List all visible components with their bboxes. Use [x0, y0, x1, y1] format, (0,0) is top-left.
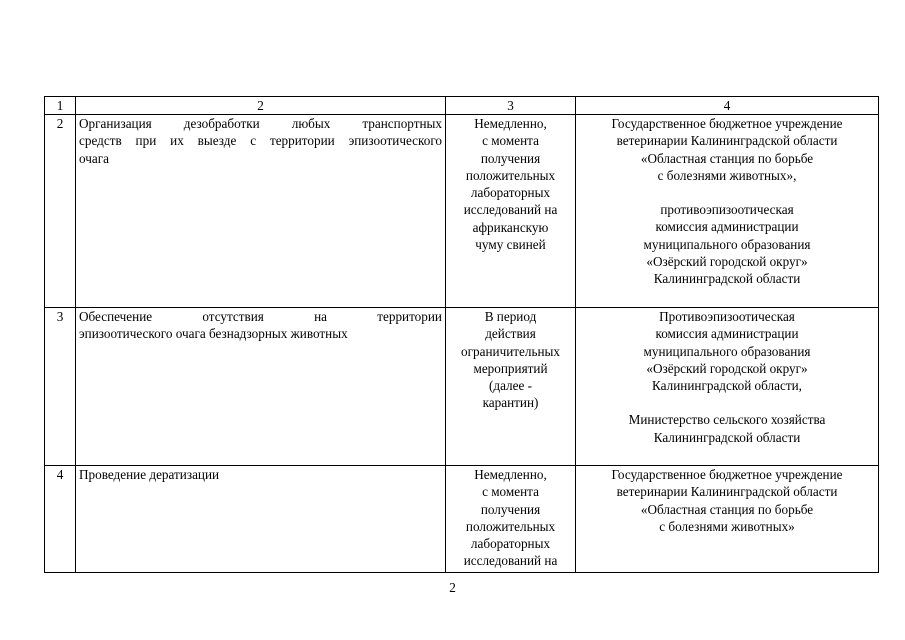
table-row [45, 466, 879, 573]
row-number: 4 [45, 466, 76, 573]
term-line: с момента [482, 484, 539, 500]
term-line: лабораторных [470, 185, 551, 201]
responsible-line: Государственное бюджетное учреждение [611, 116, 843, 131]
responsible-line: Калининградской области [653, 271, 801, 287]
measures-table [44, 96, 879, 573]
term-line: положительных [465, 167, 556, 183]
responsible-line: «Областная станция по борьбе [640, 501, 814, 517]
row-number: 3 [45, 308, 76, 466]
header-col-2: 2 [76, 97, 446, 115]
action-cell [76, 115, 446, 308]
responsible-cell [576, 466, 879, 573]
table-header-row [45, 97, 879, 115]
term-line: карантин) [482, 395, 539, 411]
spacer [579, 184, 875, 201]
responsible-line: «Озёрский городской округ» [646, 254, 808, 270]
header-col-1: 1 [45, 97, 76, 115]
term-line: положительных [465, 518, 556, 534]
term-line: (далее - [488, 378, 533, 394]
term-line: исследований на [463, 202, 558, 218]
term-cell [446, 466, 576, 573]
term-line: мероприятий [473, 360, 548, 376]
action-cell [76, 308, 446, 466]
action-line: очага [79, 150, 109, 166]
responsible-cell [576, 115, 879, 308]
table-row [45, 115, 879, 308]
term-line: ограничительных [461, 343, 560, 359]
action-line: Организация дезобработки любых транспортных [79, 116, 442, 131]
term-line: Немедленно, [474, 467, 547, 482]
term-cell [446, 115, 576, 308]
table-row [45, 308, 879, 466]
responsible-line: с болезнями животных» [659, 518, 795, 534]
action-line: эпизоотического очага безнадзорных животных [79, 326, 348, 342]
responsible-line: муниципального образования [643, 236, 811, 252]
row-number: 2 [45, 115, 76, 308]
responsible-line: Калининградской области [653, 429, 801, 445]
responsible-line: комиссия администрации [655, 326, 799, 342]
term-cell [446, 308, 576, 466]
responsible-line: Министерство сельского хозяйства [628, 412, 826, 428]
term-line: Немедленно, [474, 116, 547, 131]
term-line: получения [480, 501, 541, 517]
term-line: В период [484, 309, 537, 324]
term-line: чуму свиней [475, 237, 546, 253]
responsible-line: муниципального образования [643, 343, 811, 359]
responsible-line: противоэпизоотическая [660, 202, 794, 218]
responsible-line: с болезнями животных», [657, 167, 797, 183]
responsible-line: Калининградской области, [652, 378, 802, 394]
header-col-4: 4 [576, 97, 879, 115]
action-cell [76, 466, 446, 573]
action-line: средств при их выезде с территории эпизоотического [79, 133, 442, 149]
responsible-cell [576, 308, 879, 466]
responsible-line: Противоэпизоотическая [659, 309, 795, 324]
responsible-line: ветеринарии Калининградской области [616, 484, 838, 500]
responsible-line: комиссия администрации [655, 219, 799, 235]
term-line: действия [485, 326, 536, 342]
page-number: 2 [449, 580, 456, 595]
action-line: Обеспечение отсутствия на территории [79, 309, 442, 324]
header-col-3: 3 [446, 97, 576, 115]
action-line: Проведение дератизации [79, 467, 220, 482]
term-line: получения [480, 150, 541, 166]
term-line: африканскую [472, 219, 549, 235]
responsible-line: ветеринарии Калининградской области [616, 133, 838, 149]
term-line: исследований на [463, 553, 558, 569]
term-line: с момента [482, 133, 539, 149]
responsible-line: «Областная станция по борьбе [640, 150, 814, 166]
responsible-line: Государственное бюджетное учреждение [611, 467, 843, 482]
term-line: лабораторных [470, 536, 551, 552]
spacer [579, 394, 875, 411]
responsible-line: «Озёрский городской округ» [646, 360, 808, 376]
